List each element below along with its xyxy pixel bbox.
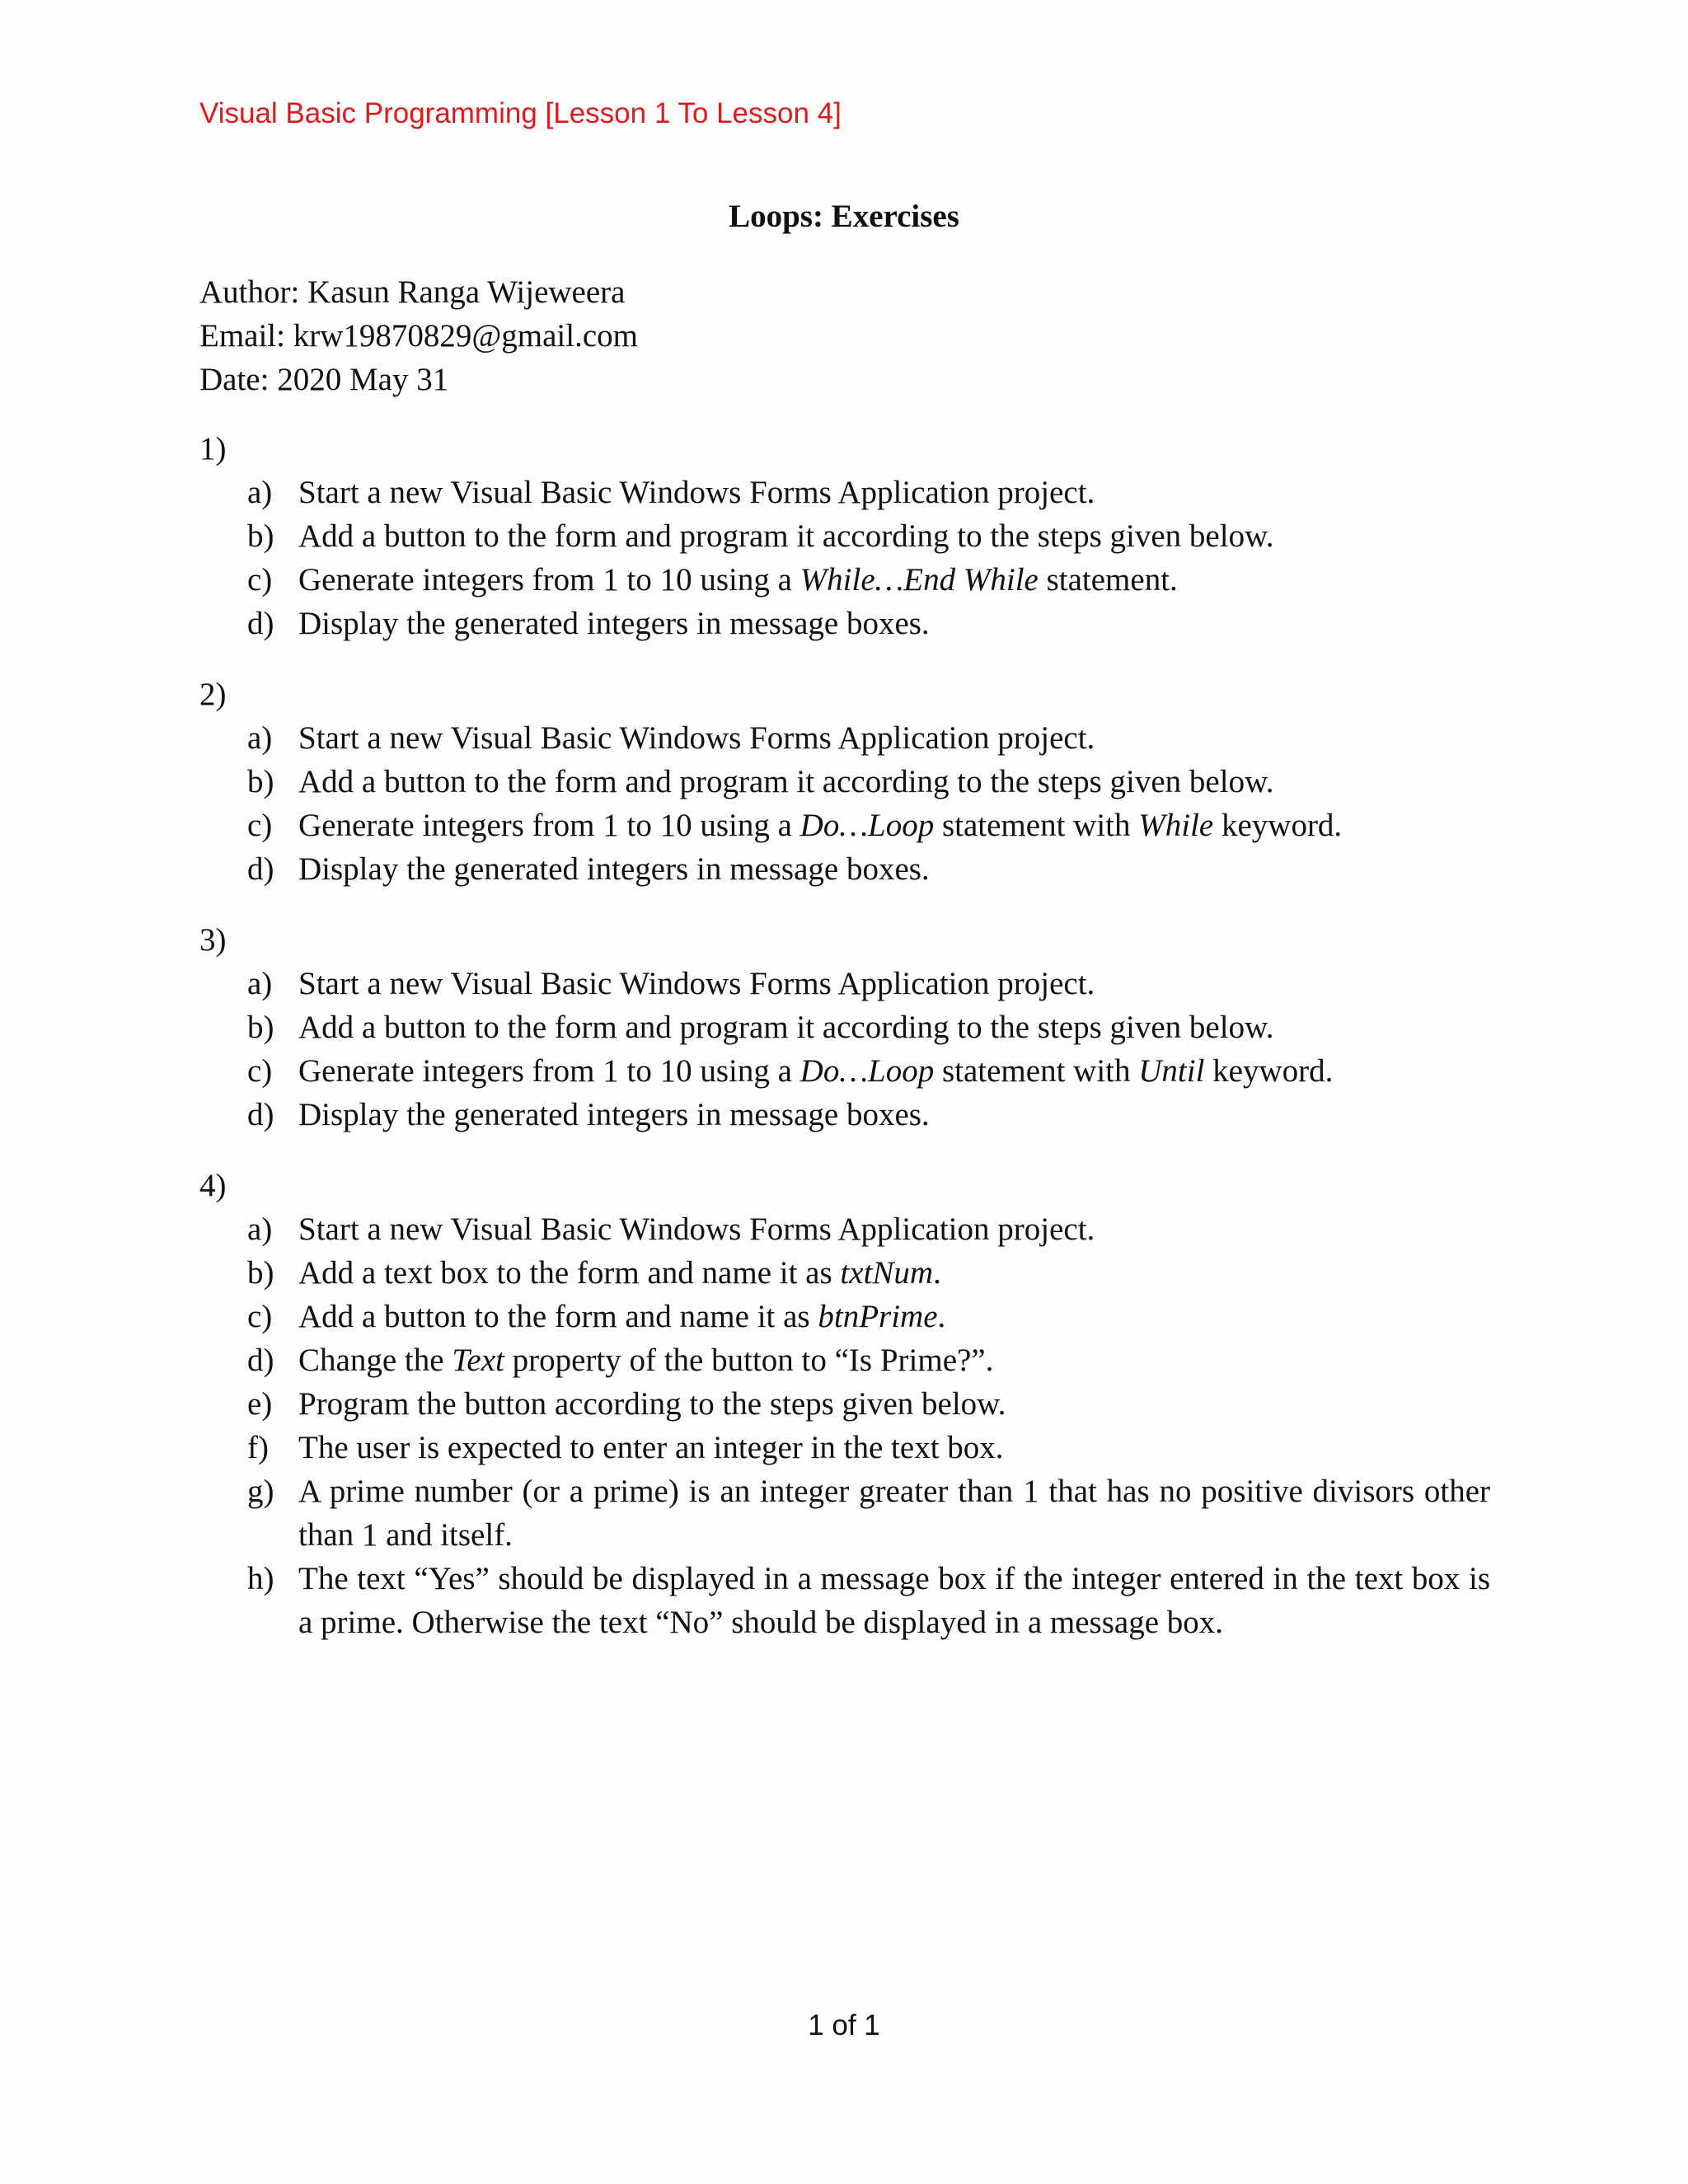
- step-text-run: Program the button according to the steps given below.: [298, 1386, 1006, 1422]
- step-letter: d): [247, 851, 274, 887]
- italic-term: While: [1138, 808, 1214, 843]
- step-text-run: Start a new Visual Basic Windows Forms Application project.: [298, 966, 1095, 1001]
- step-text: [298, 471, 1490, 514]
- exercise-step: [199, 1557, 1490, 1644]
- step-text: [298, 716, 1490, 760]
- step-text-run: Start a new Visual Basic Windows Forms Application project.: [298, 720, 1095, 756]
- exercise-step: [199, 1005, 1490, 1049]
- exercise-number: 2): [199, 677, 227, 712]
- exercise-number: 1): [199, 431, 227, 466]
- step-text: [298, 804, 1490, 847]
- step-letter: a): [247, 475, 273, 510]
- step-text-run: The text “Yes” should be displayed in a message box if the integer entered in the text box is a prime. Otherwise the text “No” should be displayed in a message box.: [298, 1561, 1490, 1640]
- exercise-4: [199, 1164, 1490, 1644]
- exercise-step: [199, 1338, 1490, 1382]
- italic-term: btnPrime: [818, 1299, 938, 1334]
- author-line: Author: Kasun Ranga Wijeweera: [199, 274, 626, 310]
- italic-term: Do…Loop: [799, 808, 935, 843]
- step-text: [298, 1005, 1490, 1049]
- step-letter: a): [247, 966, 273, 1001]
- exercise-list: [199, 427, 1490, 1671]
- step-text-run: .: [933, 1255, 941, 1291]
- step-text-run: statement with: [934, 1053, 1139, 1089]
- step-text-run: statement with: [934, 808, 1139, 843]
- step-letter: c): [247, 808, 273, 843]
- step-text-run: Generate integers from 1 to 10 using a: [298, 808, 800, 843]
- step-text-run: Add a button to the form and name it as: [298, 1299, 818, 1334]
- step-text: [298, 602, 1490, 645]
- step-text: [298, 1469, 1490, 1557]
- exercise-step: [199, 1382, 1490, 1426]
- step-text-run: A prime number (or a prime) is an integer greater than 1 that has no positive divisors other than 1 and itself.: [298, 1474, 1490, 1553]
- step-text: [298, 1426, 1490, 1469]
- exercise-step: [199, 1251, 1490, 1295]
- step-letter: e): [247, 1386, 273, 1422]
- step-text-run: Generate integers from 1 to 10 using a: [298, 1053, 800, 1089]
- step-text-run: keyword.: [1213, 808, 1343, 843]
- exercise-step: [199, 1207, 1490, 1251]
- step-text: [298, 1251, 1490, 1295]
- exercise-number: 4): [199, 1168, 227, 1203]
- step-text-run: .: [937, 1299, 946, 1334]
- exercise-step: [199, 1049, 1490, 1093]
- exercise-3: [199, 918, 1490, 1137]
- step-text-run: Start a new Visual Basic Windows Forms Application project.: [298, 1212, 1095, 1247]
- step-letter: d): [247, 1097, 274, 1132]
- exercise-1: [199, 427, 1490, 645]
- step-letter: h): [247, 1561, 274, 1596]
- step-letter: c): [247, 1053, 273, 1089]
- step-text-run: Change the: [298, 1343, 452, 1378]
- step-text-run: Start a new Visual Basic Windows Forms Application project.: [298, 475, 1095, 510]
- step-letter: g): [247, 1474, 274, 1509]
- exercise-step: [199, 514, 1490, 558]
- page-number: 1 of 1: [808, 2009, 880, 2041]
- exercise-step: [199, 847, 1490, 891]
- step-letter: c): [247, 1299, 273, 1334]
- step-text-run: Add a text box to the form and name it as: [298, 1255, 841, 1291]
- step-text: [298, 1049, 1490, 1093]
- step-text: [298, 558, 1490, 602]
- italic-term: Until: [1138, 1053, 1205, 1089]
- step-letter: c): [247, 562, 273, 598]
- step-text-run: The user is expected to enter an integer in the text box.: [298, 1430, 1004, 1465]
- exercise-step: [199, 716, 1490, 760]
- step-letter: a): [247, 720, 273, 756]
- italic-term: txtNum: [840, 1255, 934, 1291]
- exercise-number: 3): [199, 922, 227, 958]
- document-meta: [199, 270, 638, 401]
- step-text: [298, 1338, 1490, 1382]
- step-text: [298, 1093, 1490, 1137]
- step-text-run: Display the generated integers in message boxes.: [298, 606, 930, 641]
- exercise-step: [199, 1093, 1490, 1137]
- exercise-2: [199, 673, 1490, 891]
- step-letter: b): [247, 1255, 274, 1291]
- step-text: [298, 962, 1490, 1005]
- step-text-run: Add a button to the form and program it according to the steps given below.: [298, 518, 1274, 554]
- step-letter: b): [247, 518, 274, 554]
- step-letter: f): [247, 1430, 269, 1465]
- page-title: Loops: Exercises: [729, 199, 959, 234]
- step-letter: b): [247, 764, 274, 799]
- exercise-step: [199, 602, 1490, 645]
- step-text: [298, 760, 1490, 804]
- step-text-run: property of the button to “Is Prime?”.: [504, 1343, 994, 1378]
- date-line: Date: 2020 May 31: [199, 362, 449, 397]
- step-text: [298, 1295, 1490, 1338]
- step-text-run: Display the generated integers in message boxes.: [298, 851, 930, 887]
- exercise-step: [199, 962, 1490, 1005]
- step-text-run: Display the generated integers in message boxes.: [298, 1097, 930, 1132]
- step-letter: b): [247, 1010, 274, 1045]
- email-line: Email: krw19870829@gmail.com: [199, 318, 639, 354]
- step-text-run: keyword.: [1204, 1053, 1334, 1089]
- step-text: [298, 514, 1490, 558]
- exercise-step: [199, 471, 1490, 514]
- step-letter: a): [247, 1212, 273, 1247]
- step-text: [298, 1207, 1490, 1251]
- step-text-run: Add a button to the form and program it according to the steps given below.: [298, 764, 1274, 799]
- exercise-step: [199, 1469, 1490, 1557]
- italic-term: While…End While: [799, 562, 1039, 598]
- exercise-step: [199, 1426, 1490, 1469]
- step-text: [298, 847, 1490, 891]
- step-text: [298, 1382, 1490, 1426]
- step-text: [298, 1557, 1490, 1644]
- step-text-run: Generate integers from 1 to 10 using a: [298, 562, 800, 598]
- step-letter: d): [247, 1343, 274, 1378]
- step-letter: d): [247, 606, 274, 641]
- running-header: Visual Basic Programming [Lesson 1 To Lesson 4]: [199, 97, 842, 129]
- italic-term: Do…Loop: [799, 1053, 935, 1089]
- exercise-step: [199, 558, 1490, 602]
- exercise-step: [199, 804, 1490, 847]
- italic-term: Text: [452, 1343, 504, 1378]
- step-text-run: Add a button to the form and program it according to the steps given below.: [298, 1010, 1274, 1045]
- exercise-step: [199, 760, 1490, 804]
- exercise-step: [199, 1295, 1490, 1338]
- step-text-run: statement.: [1038, 562, 1178, 598]
